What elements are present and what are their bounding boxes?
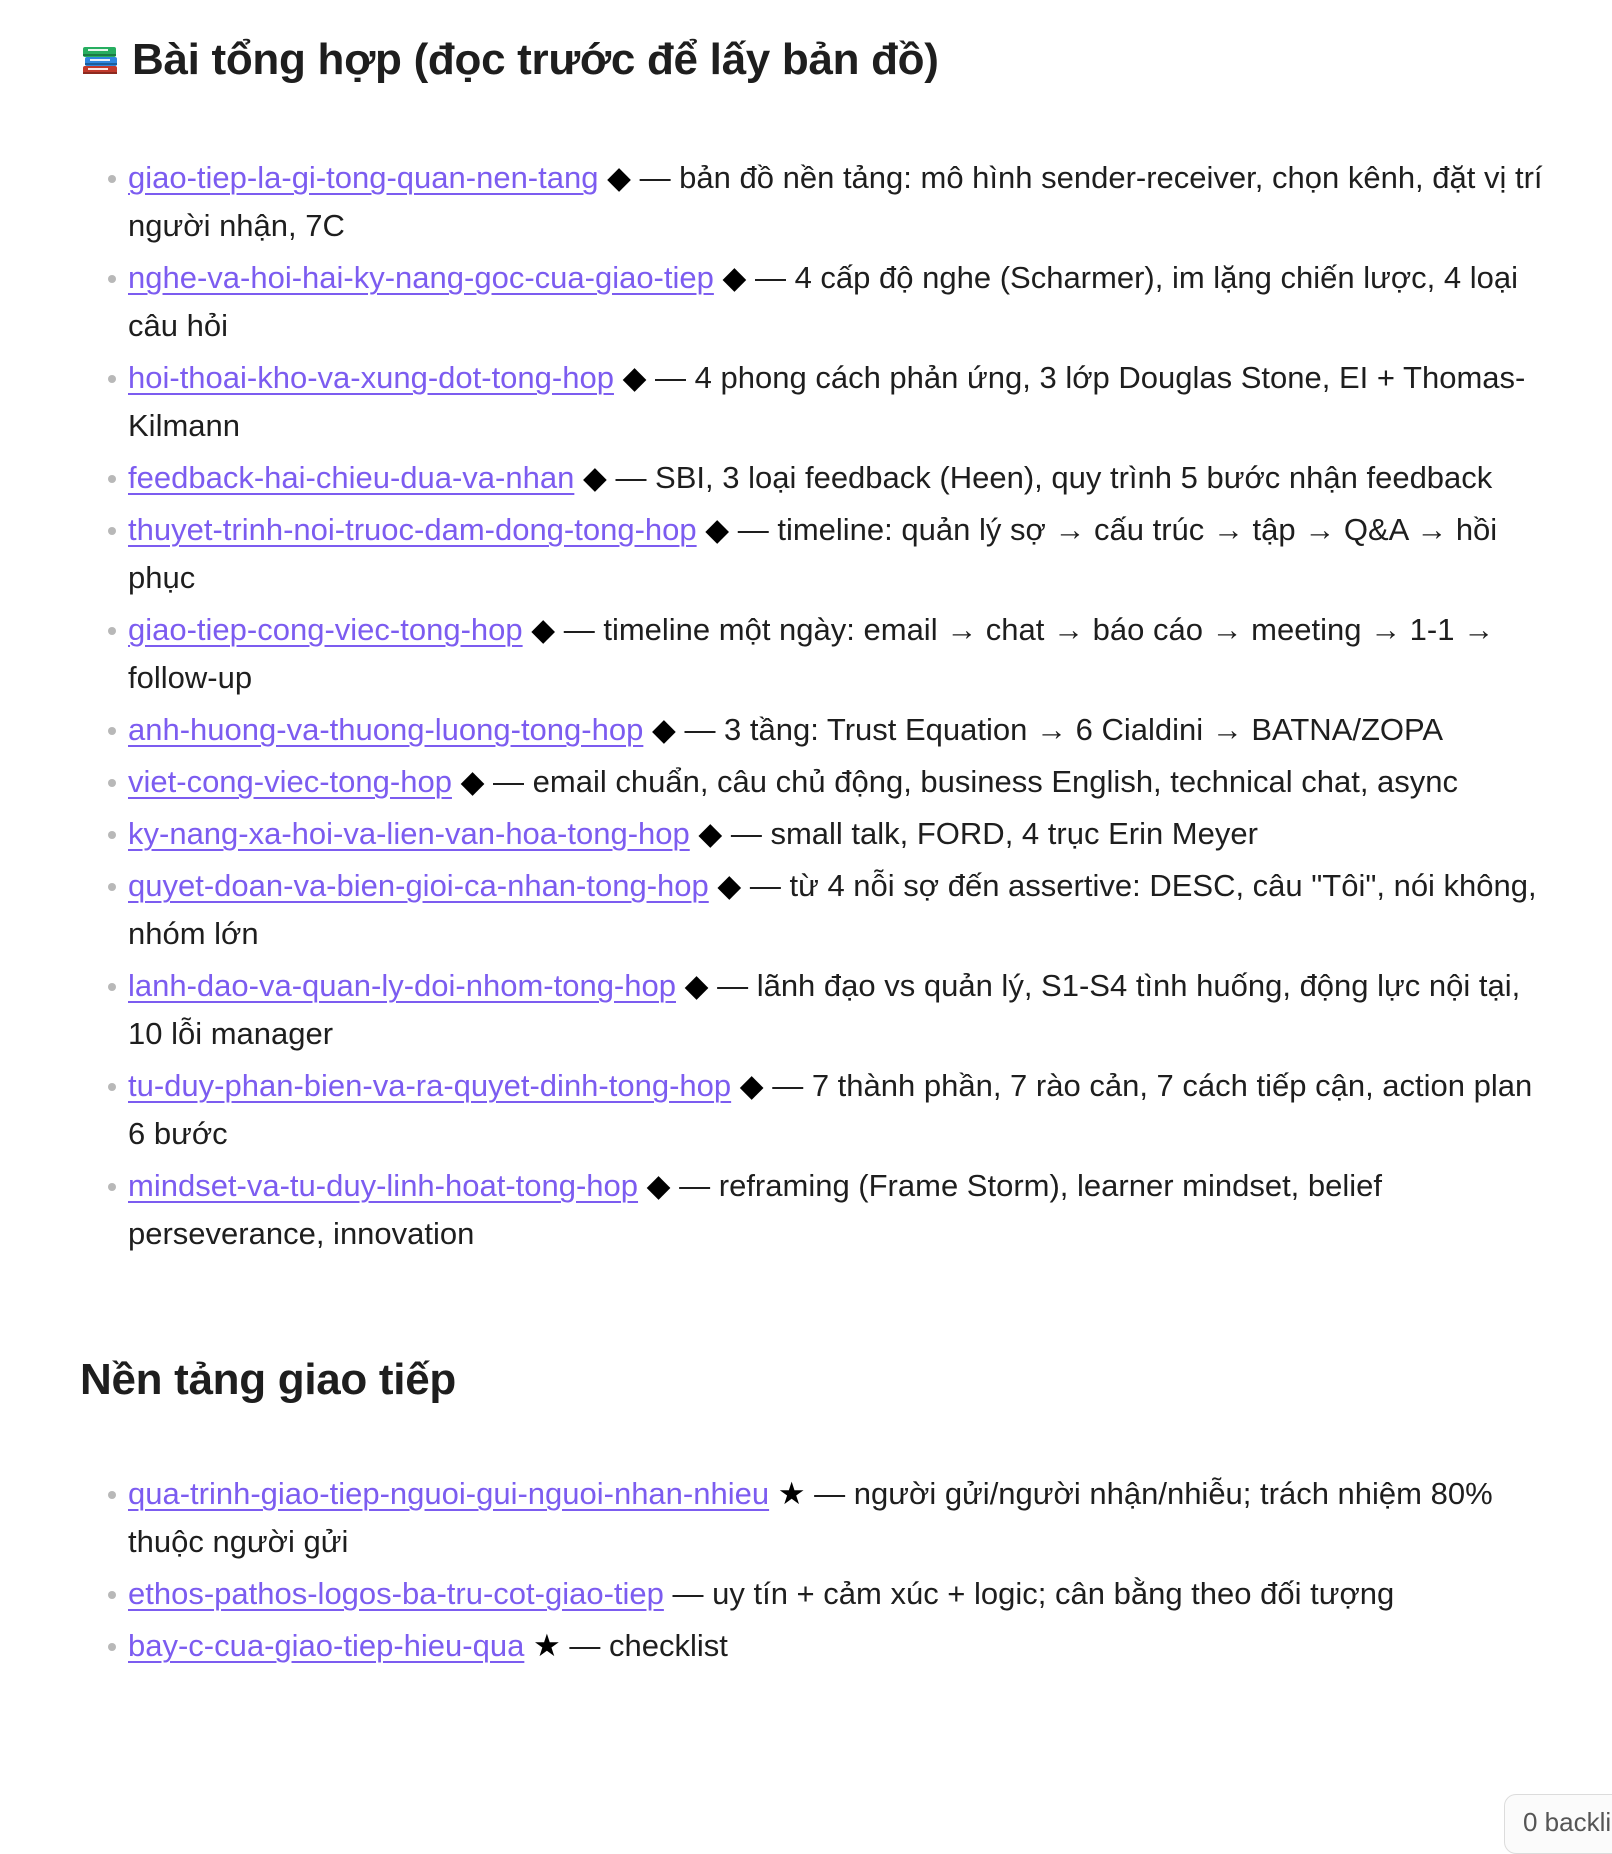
note-link[interactable]: giao-tiep-cong-viec-tong-hop: [128, 612, 523, 647]
list-item: [128, 254, 1558, 350]
books-emoji-icon: [80, 38, 120, 78]
list-item: [128, 1570, 1558, 1618]
note-link[interactable]: ethos-pathos-logos-ba-tru-cot-giao-tiep: [128, 1576, 664, 1611]
list-item: [128, 810, 1558, 858]
diamond-icon: ◆: [460, 764, 485, 799]
list-item: [128, 354, 1558, 450]
note-link[interactable]: thuyet-trinh-noi-truoc-dam-dong-tong-hop: [128, 512, 697, 547]
backlinks-button[interactable]: [1504, 1794, 1612, 1854]
note-link[interactable]: anh-huong-va-thuong-luong-tong-hop: [128, 712, 644, 747]
diamond-icon: ◆: [717, 868, 742, 903]
diamond-icon: ◆: [651, 712, 676, 747]
note-link[interactable]: quyet-doan-va-bien-gioi-ca-nhan-tong-hop: [128, 868, 709, 903]
item-description: — email chuẩn, câu chủ động, business English, technical chat, async: [493, 764, 1459, 799]
star-icon: ★: [777, 1476, 806, 1511]
note-link[interactable]: viet-cong-viec-tong-hop: [128, 764, 452, 799]
item-description: — 4 phong cách phản ứng, 3 lớp Douglas Stone, EI + Thomas-Kilmann: [128, 360, 1526, 443]
list-item: [128, 706, 1558, 754]
diamond-icon: ◆: [705, 512, 730, 547]
list-item: [128, 606, 1558, 702]
list-item: [128, 1062, 1558, 1158]
list-item: [128, 506, 1558, 602]
diamond-icon: ◆: [622, 360, 647, 395]
diamond-icon: ◆: [739, 1068, 764, 1103]
item-description: — uy tín + cảm xúc + logic; cân bằng theo đối tượng: [672, 1576, 1395, 1611]
note-link[interactable]: feedback-hai-chieu-dua-va-nhan: [128, 460, 575, 495]
list-item: [128, 1622, 1558, 1670]
note-link[interactable]: qua-trinh-giao-tiep-nguoi-gui-nguoi-nhan-nhieu: [128, 1476, 770, 1511]
list-item: [128, 1470, 1558, 1566]
item-description: — timeline một ngày: email → chat → báo cáo → meeting → 1-1 → follow-up: [128, 612, 1495, 695]
item-description: — reframing (Frame Storm), learner mindset, belief perseverance, innovation: [128, 1168, 1383, 1251]
diamond-icon: ◆: [646, 1168, 671, 1203]
note-link[interactable]: nghe-va-hoi-hai-ky-nang-goc-cua-giao-tiep: [128, 260, 714, 295]
note-link[interactable]: hoi-thoai-kho-va-xung-dot-tong-hop: [128, 360, 614, 395]
section-heading-foundation: Nền tảng giao tiếp: [80, 1355, 456, 1404]
diamond-icon: ◆: [684, 968, 709, 1003]
list-item: [128, 1162, 1558, 1258]
note-link[interactable]: mindset-va-tu-duy-linh-hoat-tong-hop: [128, 1168, 639, 1203]
list-item: [128, 154, 1558, 250]
item-description: — SBI, 3 loại feedback (Heen), quy trình 5 bước nhận feedback: [615, 460, 1493, 495]
star-icon: ★: [532, 1628, 561, 1663]
diamond-icon: ◆: [582, 460, 607, 495]
list-item: [128, 862, 1558, 958]
item-description: — người gửi/người nhận/nhiễu; trách nhiệm 80% thuộc người gửi: [128, 1476, 1493, 1559]
item-description: — small talk, FORD, 4 trục Erin Meyer: [730, 816, 1258, 851]
diamond-icon: ◆: [531, 612, 556, 647]
note-content: [80, 28, 1543, 1674]
list-item: [128, 962, 1558, 1058]
item-description: — lãnh đạo vs quản lý, S1-S4 tình huống, động lực nội tại, 10 lỗi manager: [128, 968, 1521, 1051]
list-item: [128, 758, 1558, 806]
section-heading-summary: Bài tổng hợp (đọc trước để lấy bản đồ): [80, 28, 1480, 92]
item-description: — checklist: [569, 1628, 728, 1663]
item-description: — timeline: quản lý sợ → cấu trúc → tập → Q&A → hồi phục: [128, 512, 1498, 595]
diamond-icon: ◆: [607, 160, 631, 195]
item-description: — 3 tầng: Trust Equation → 6 Cialdini → BATNA/ZOPA: [684, 712, 1444, 747]
item-description: — bản đồ nền tảng: mô hình sender-receiver, chọn kênh, đặt vị trí người nhận, 7C: [128, 160, 1543, 243]
summary-list: [80, 154, 1543, 1258]
item-description: — 7 thành phần, 7 rào cản, 7 cách tiếp cận, action plan 6 bước: [128, 1068, 1533, 1151]
note-link[interactable]: lanh-dao-va-quan-ly-doi-nhom-tong-hop: [128, 968, 676, 1003]
item-description: — 4 cấp độ nghe (Scharmer), im lặng chiến lược, 4 loại câu hỏi: [128, 260, 1519, 343]
note-link[interactable]: ky-nang-xa-hoi-va-lien-van-hoa-tong-hop: [128, 816, 690, 851]
backlinks-label: 0 backli: [1523, 1807, 1612, 1837]
note-link[interactable]: giao-tiep-la-gi-tong-quan-nen-tang: [128, 160, 599, 195]
foundation-list: [80, 1470, 1493, 1670]
diamond-icon: ◆: [698, 816, 723, 851]
diamond-icon: ◆: [722, 260, 747, 295]
note-link[interactable]: bay-c-cua-giao-tiep-hieu-qua: [128, 1628, 525, 1663]
item-description: — từ 4 nỗi sợ đến assertive: DESC, câu "Tôi", nói không, nhóm lớn: [128, 868, 1537, 951]
note-link[interactable]: tu-duy-phan-bien-va-ra-quyet-dinh-tong-hop: [128, 1068, 732, 1103]
list-item: [128, 454, 1558, 502]
